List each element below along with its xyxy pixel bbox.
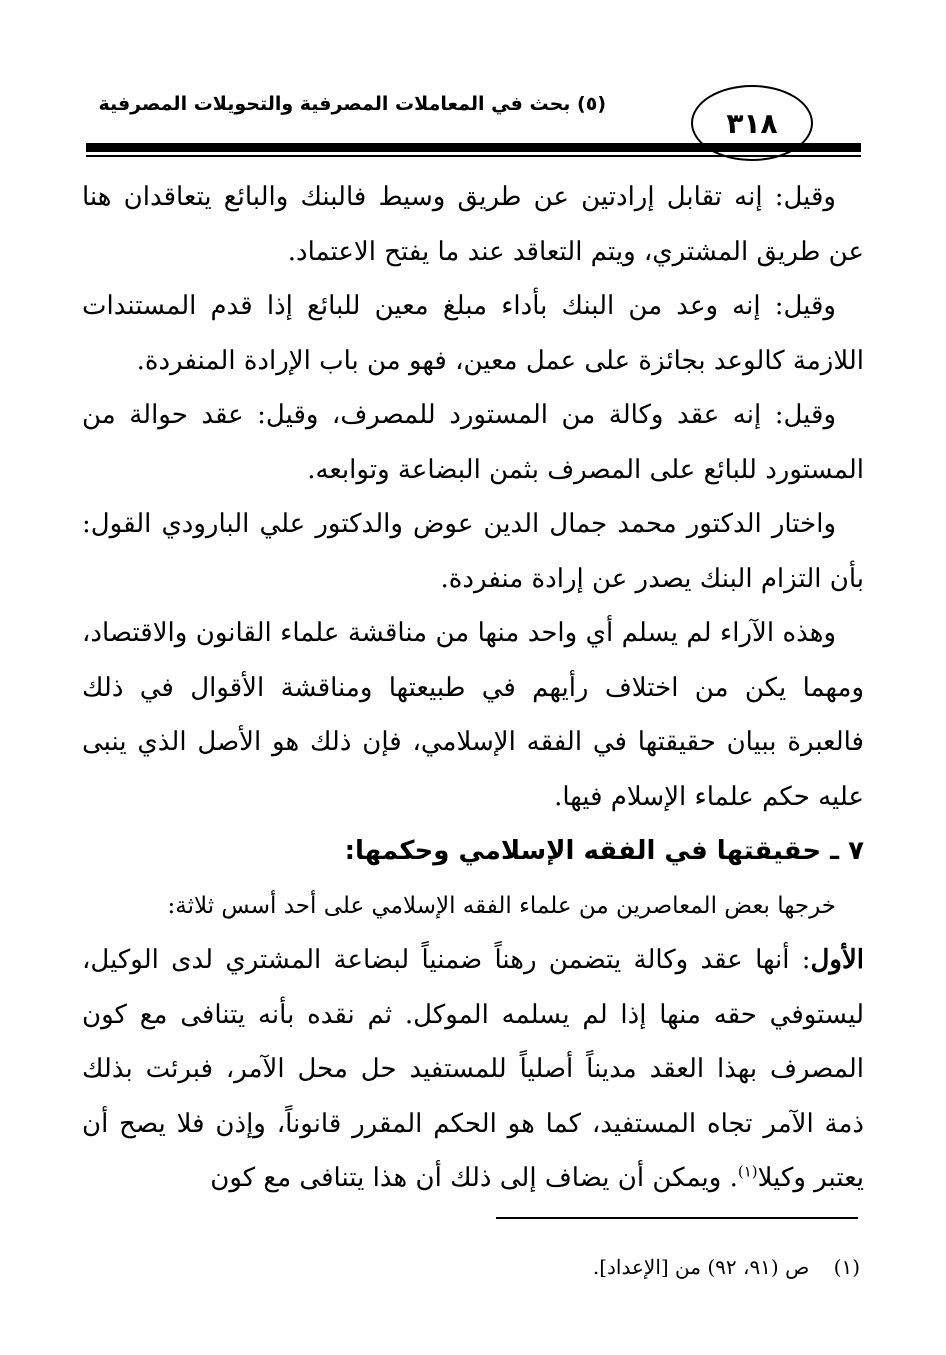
page-header — [86, 85, 861, 160]
section-heading: ٧ ـ حقيقتها في الفقه الإسلامي وحكمها: — [344, 836, 864, 866]
paragraph-4: واختار الدكتور محمد جمال الدين عوض والدكتور علي البارودي القول: بأن التزام البنك يصدر عن إرادة منفردة. — [82, 509, 864, 594]
footnote — [400, 1252, 860, 1282]
running-title: (٥) بحث في المعاملات المصرفية والتحويلات المصرفية — [98, 93, 606, 115]
header-rule-thin — [86, 155, 861, 157]
footnote-separator — [496, 1217, 858, 1219]
paragraph-3: وقيل: إنه عقد وكالة من المستورد للمصرف، وقيل: عقد حوالة من المستورد للبائع على المصرف بثمن البضاعة وتوابعه. — [82, 400, 864, 485]
page-number: ٣١٨ — [691, 85, 813, 161]
paragraph-5: وهذه الآراء لم يسلم أي واحد منها من مناقشة علماء القانون والاقتصاد، ومهما يكن من اختلاف رأيهم في طبيعتها ومناقشة الأقوال في ذلك فالعبرة ببيان حقيقتها في الفقه الإسلامي، فإن ذلك هو الأصل الذي ينبى عليه حكم علماء الإسلام فيها. — [82, 618, 864, 812]
header-rule-thick — [86, 143, 861, 152]
paragraph-6: خرجها بعض المعاصرين من علماء الفقه الإسلامي على أحد أسس ثلاثة: — [167, 892, 836, 919]
paragraph-2: وقيل: إنه وعد من البنك بأداء مبلغ معين للبائع إذا قدم المستندات اللازمة كالوعد بجائزة على عمل معين، فهو من باب الإرادة المنفردة. — [82, 291, 864, 376]
body-text — [82, 170, 864, 1206]
paragraph-7-tail: . ويمكن أن يضاف إلى ذلك أن هذا يتنافى مع كون — [210, 1163, 738, 1193]
footnote-text: ص (٩١، ٩٢) من [الإعداد]. — [592, 1255, 810, 1279]
lead-word: الأول — [810, 945, 864, 975]
paragraph-7 — [82, 933, 864, 1206]
footnote-number: (١) — [833, 1255, 860, 1279]
paragraph-1: وقيل: إنه تقابل إرادتين عن طريق وسيط فالبنك والبائع يتعاقدان هنا عن طريق المشتري، ويتم التعاقد عند ما يفتح الاعتماد. — [82, 182, 864, 267]
paragraph-7-text: : أنها عقد وكالة يتضمن رهناً ضمنياً لبضاعة المشتري لدى الوكيل، ليستوفي حقه منها إذا لم يسلمه الموكل. ثم نقده بأنه يتنافى مع كون المصرف بهذا العقد مديناً أصلياً للمستفيد حل محل الآمر، فبرئت بذلك ذمة الآمر تجاه المستفيد، كما هو الحكم المقرر قانوناً، وإذن فلا يصح أن يعتبر وكيلا — [82, 945, 864, 1193]
footnote-marker[interactable]: (١) — [737, 1162, 758, 1181]
